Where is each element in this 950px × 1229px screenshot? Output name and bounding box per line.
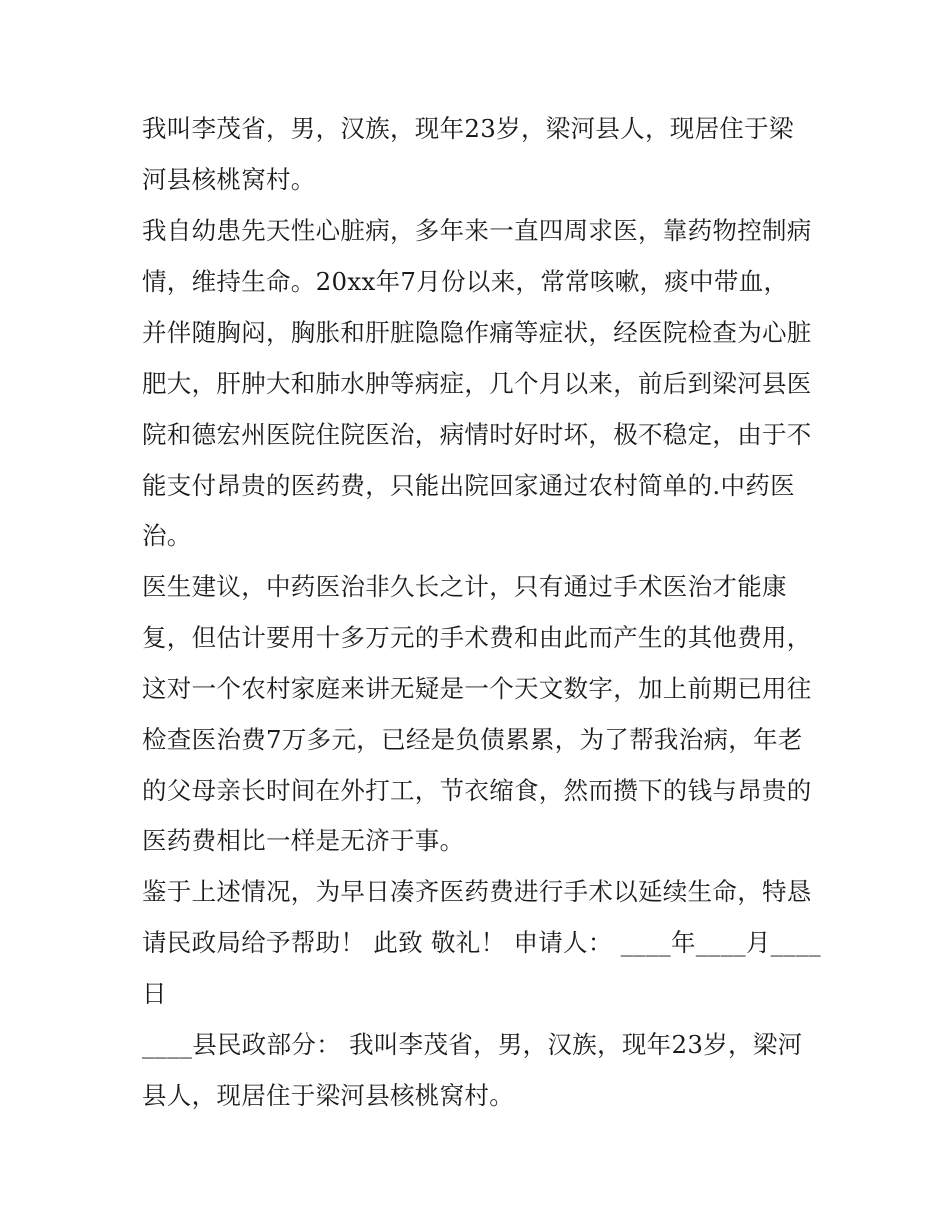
- text-line: 能支付昂贵的医药费，只能出院回家通过农村简单的.中药医: [142, 471, 795, 500]
- text-line: 河县核桃窝村。: [142, 165, 316, 194]
- text-line: 请民政局给予帮助！ 此致 敬礼！ 申请人： ____年____月____: [142, 928, 821, 957]
- text-line: ____县民政部分： 我叫李茂省，男，汉族，现年23岁，梁河: [142, 1030, 803, 1059]
- text-line: 的父母亲长时间在外打工，节衣缩食，然而攒下的钱与昂贵的: [142, 776, 812, 805]
- text-line: 这对一个农村家庭来讲无疑是一个天文数字，加上前期已用往: [142, 674, 812, 703]
- text-line: 复，但估计要用十多万元的手术费和由此而产生的其他费用，: [142, 623, 812, 652]
- text-line: 县人，现居住于梁河县核桃窝村。: [142, 1081, 514, 1110]
- text-line: 检查医治费7万多元，已经是负债累累，为了帮我治病，年老: [142, 725, 803, 754]
- text-line: 医生建议，中药医治非久长之计，只有通过手术医治才能康: [142, 572, 787, 601]
- text-line: 治。: [142, 521, 192, 550]
- text-line: 院和德宏州医院住院医治，病情时好时坏，极不稳定，由于不: [142, 420, 812, 449]
- text-line: 我自幼患先天性心脏病，多年来一直四周求医，靠药物控制病: [142, 216, 812, 245]
- text-line: 肥大，肝肿大和肺水肿等病症，几个月以来，前后到梁河县医: [142, 369, 812, 398]
- text-line: 鉴于上述情况，为早日凑齐医药费进行手术以延续生命，特恳: [142, 877, 812, 906]
- text-line: 日: [142, 979, 167, 1008]
- text-line: 医药费相比一样是无济于事。: [142, 826, 465, 855]
- text-line: 我叫李茂省，男，汉族，现年23岁，梁河县人，现居住于梁: [142, 114, 794, 143]
- text-line: 并伴随胸闷，胸胀和肝脏隐隐作痛等症状，经医院检查为心脏: [142, 318, 812, 347]
- text-line: 情，维持生命。20xx年7月份以来，常常咳嗽，痰中带血，: [142, 267, 789, 296]
